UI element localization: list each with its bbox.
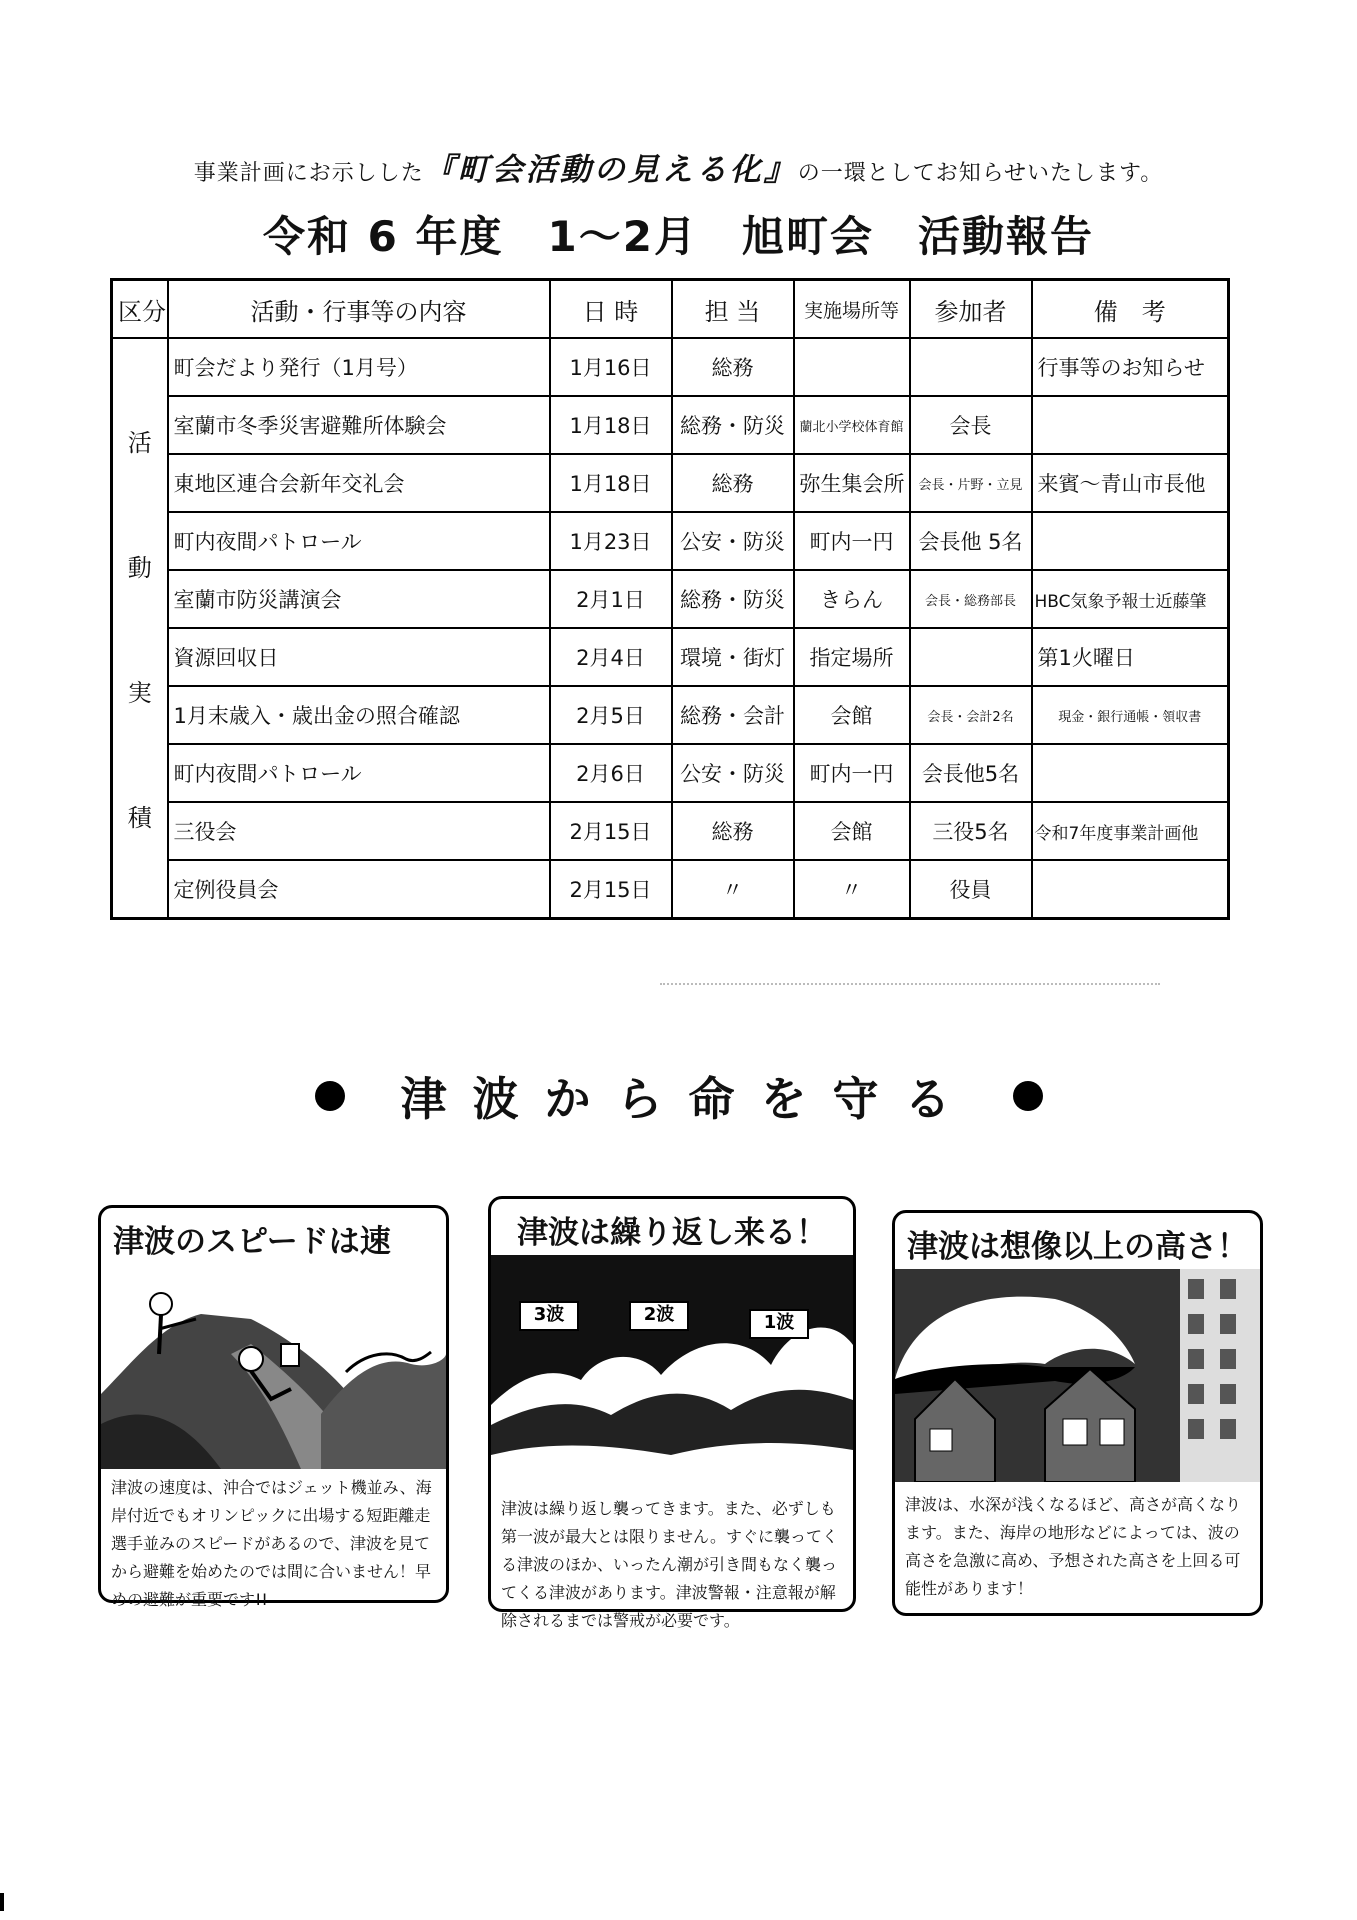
cell-participants: 会長他5名: [910, 744, 1032, 802]
intro-after: の一環としてお知らせいたします。: [797, 161, 1164, 186]
panel-text: 津波は、水深が浅くなるほど、高さが高くなります。また、海岸の地形などによっては、波の高さを急激に高め、予想された高さを上回る可能性があります！: [905, 1495, 1242, 1598]
table-row: [112, 802, 1229, 860]
cell-content: 定例役員会: [168, 860, 550, 919]
cell-content: 1月末歳入・歳出金の照合確認: [168, 686, 550, 744]
tsunami-panel-repeat: [488, 1196, 856, 1630]
cell-participants: 会長・片野・立見: [910, 454, 1032, 512]
table-row: [112, 686, 1229, 744]
cell-notes: 行事等のお知らせ: [1032, 338, 1229, 396]
cell-participants: 会長・会計2名: [910, 686, 1032, 744]
table-row: [112, 744, 1229, 802]
panel-text: 津波は繰り返し襲ってきます。また、必ずしも第一波が最大とは限りません。すぐに襲ってくる津波のほか、いったん潮が引き間もなく襲ってくる津波があります。津波警報・注意報が解除されるまでは警戒が必要です。: [501, 1499, 838, 1630]
header-place: 実施場所等: [794, 280, 910, 339]
cell-notes: [1032, 512, 1229, 570]
cell-date: 2月15日: [550, 802, 672, 860]
cell-date: 2月4日: [550, 628, 672, 686]
page-edge-mark: [0, 1893, 4, 1911]
cell-participants: 三役5名: [910, 802, 1032, 860]
waves-illustration: [491, 1255, 853, 1485]
cell-date: 1月16日: [550, 338, 672, 396]
header-notes: 備 考: [1032, 280, 1229, 339]
wave-label-2: 2波: [629, 1301, 689, 1331]
cell-place: 町内一円: [794, 512, 910, 570]
cell-notes: HBC気象予報士近藤肇: [1032, 570, 1229, 628]
cell-charge: 総務・会計: [672, 686, 794, 744]
cell-place: 会館: [794, 802, 910, 860]
table-row: [112, 860, 1229, 919]
cell-charge: 公安・防災: [672, 744, 794, 802]
cell-charge: 総務: [672, 338, 794, 396]
panel-title: 津波は繰り返し来る！: [517, 1215, 827, 1251]
wave-label-3: 3波: [519, 1301, 579, 1331]
cell-participants: [910, 628, 1032, 686]
category-cell: [112, 338, 168, 919]
cell-notes: 来賓～青山市長他: [1032, 454, 1229, 512]
table-row: [112, 628, 1229, 686]
cell-place: 町内一円: [794, 744, 910, 802]
page-title: 令和 6 年度 1～2月 旭町会 活動報告: [263, 212, 1094, 261]
cell-notes: 令和7年度事業計画他: [1032, 802, 1229, 860]
cell-date: 2月6日: [550, 744, 672, 802]
cell-content: 室蘭市防災講演会: [168, 570, 550, 628]
table-header-row: [112, 280, 1229, 339]
cell-place: 指定場所: [794, 628, 910, 686]
cell-participants: [910, 338, 1032, 396]
cell-content: 室蘭市冬季災害避難所体験会: [168, 396, 550, 454]
cell-content: 資源回収日: [168, 628, 550, 686]
cell-content: 町内夜間パトロール: [168, 744, 550, 802]
bullet-dot-icon: [315, 1081, 345, 1111]
category-label: 活 動 実 積: [127, 429, 152, 832]
intro-before: 事業計画にお示しした: [193, 161, 424, 186]
table-row: [112, 396, 1229, 454]
cell-participants: 会長他 5名: [910, 512, 1032, 570]
cell-participants: 役員: [910, 860, 1032, 919]
cell-place: 蘭北小学校体育館: [794, 396, 910, 454]
tsunami-panel-height: [892, 1210, 1263, 1616]
panel-text: 津波の速度は、沖合ではジェット機並み、海岸付近でもオリンピックに出場する短距離走選手並みのスピードがあるので、津波を見てから避難を始めたのでは間に合いません！早めの避難が重要です!!: [111, 1478, 432, 1609]
table-row: [112, 338, 1229, 396]
header-date: 日 時: [550, 280, 672, 339]
cell-notes: [1032, 744, 1229, 802]
cell-place: [794, 338, 910, 396]
activity-report-table: [110, 278, 1230, 920]
header-content: 活動・行事等の内容: [168, 280, 550, 339]
cell-date: 2月15日: [550, 860, 672, 919]
cell-participants: 会長: [910, 396, 1032, 454]
cell-place: きらん: [794, 570, 910, 628]
cell-content: 町内夜間パトロール: [168, 512, 550, 570]
cell-content: 町会だより発行（1月号）: [168, 338, 550, 396]
cell-charge: 総務: [672, 454, 794, 512]
intro-line: [0, 144, 1357, 189]
tsunami-heading: [0, 1063, 1357, 1129]
header-participants: 参加者: [910, 280, 1032, 339]
cell-content: 三役会: [168, 802, 550, 860]
cell-place: 会館: [794, 686, 910, 744]
cell-charge: 環境・街灯: [672, 628, 794, 686]
cell-notes: 現金・銀行通帳・領収書: [1032, 686, 1229, 744]
bullet-dot-icon: [1013, 1081, 1043, 1111]
cell-date: 1月18日: [550, 396, 672, 454]
header-charge: 担 当: [672, 280, 794, 339]
cell-date: 1月23日: [550, 512, 672, 570]
cell-charge: 〃: [672, 860, 794, 919]
cell-charge: 総務・防災: [672, 570, 794, 628]
panel-title: 津波のスピードは速: [113, 1224, 391, 1260]
cell-place: 〃: [794, 860, 910, 919]
cell-notes: 第1火曜日: [1032, 628, 1229, 686]
table-row: [112, 454, 1229, 512]
cell-charge: 公安・防災: [672, 512, 794, 570]
panel-title: 津波は想像以上の高さ！: [907, 1229, 1248, 1265]
cell-date: 2月1日: [550, 570, 672, 628]
cell-participants: 会長・総務部長: [910, 570, 1032, 628]
cell-date: 2月5日: [550, 686, 672, 744]
running-people-illustration: [101, 1264, 446, 1469]
table-row: [112, 570, 1229, 628]
intro-emphasis: 『町会活動の見える化』: [423, 152, 798, 188]
header-category: 区分: [112, 280, 168, 339]
cell-notes: [1032, 860, 1229, 919]
cell-place: 弥生集会所: [794, 454, 910, 512]
table-row: [112, 512, 1229, 570]
cell-notes: [1032, 396, 1229, 454]
cell-content: 東地区連合会新年交礼会: [168, 454, 550, 512]
tall-wave-illustration: [895, 1269, 1260, 1482]
cell-charge: 総務・防災: [672, 396, 794, 454]
cell-charge: 総務: [672, 802, 794, 860]
scan-divider: [660, 983, 1160, 985]
cell-date: 1月18日: [550, 454, 672, 512]
tsunami-heading-text: 津波から命を守る: [400, 1072, 977, 1126]
tsunami-panel-speed: [98, 1205, 449, 1609]
wave-label-1: 1波: [749, 1309, 809, 1339]
